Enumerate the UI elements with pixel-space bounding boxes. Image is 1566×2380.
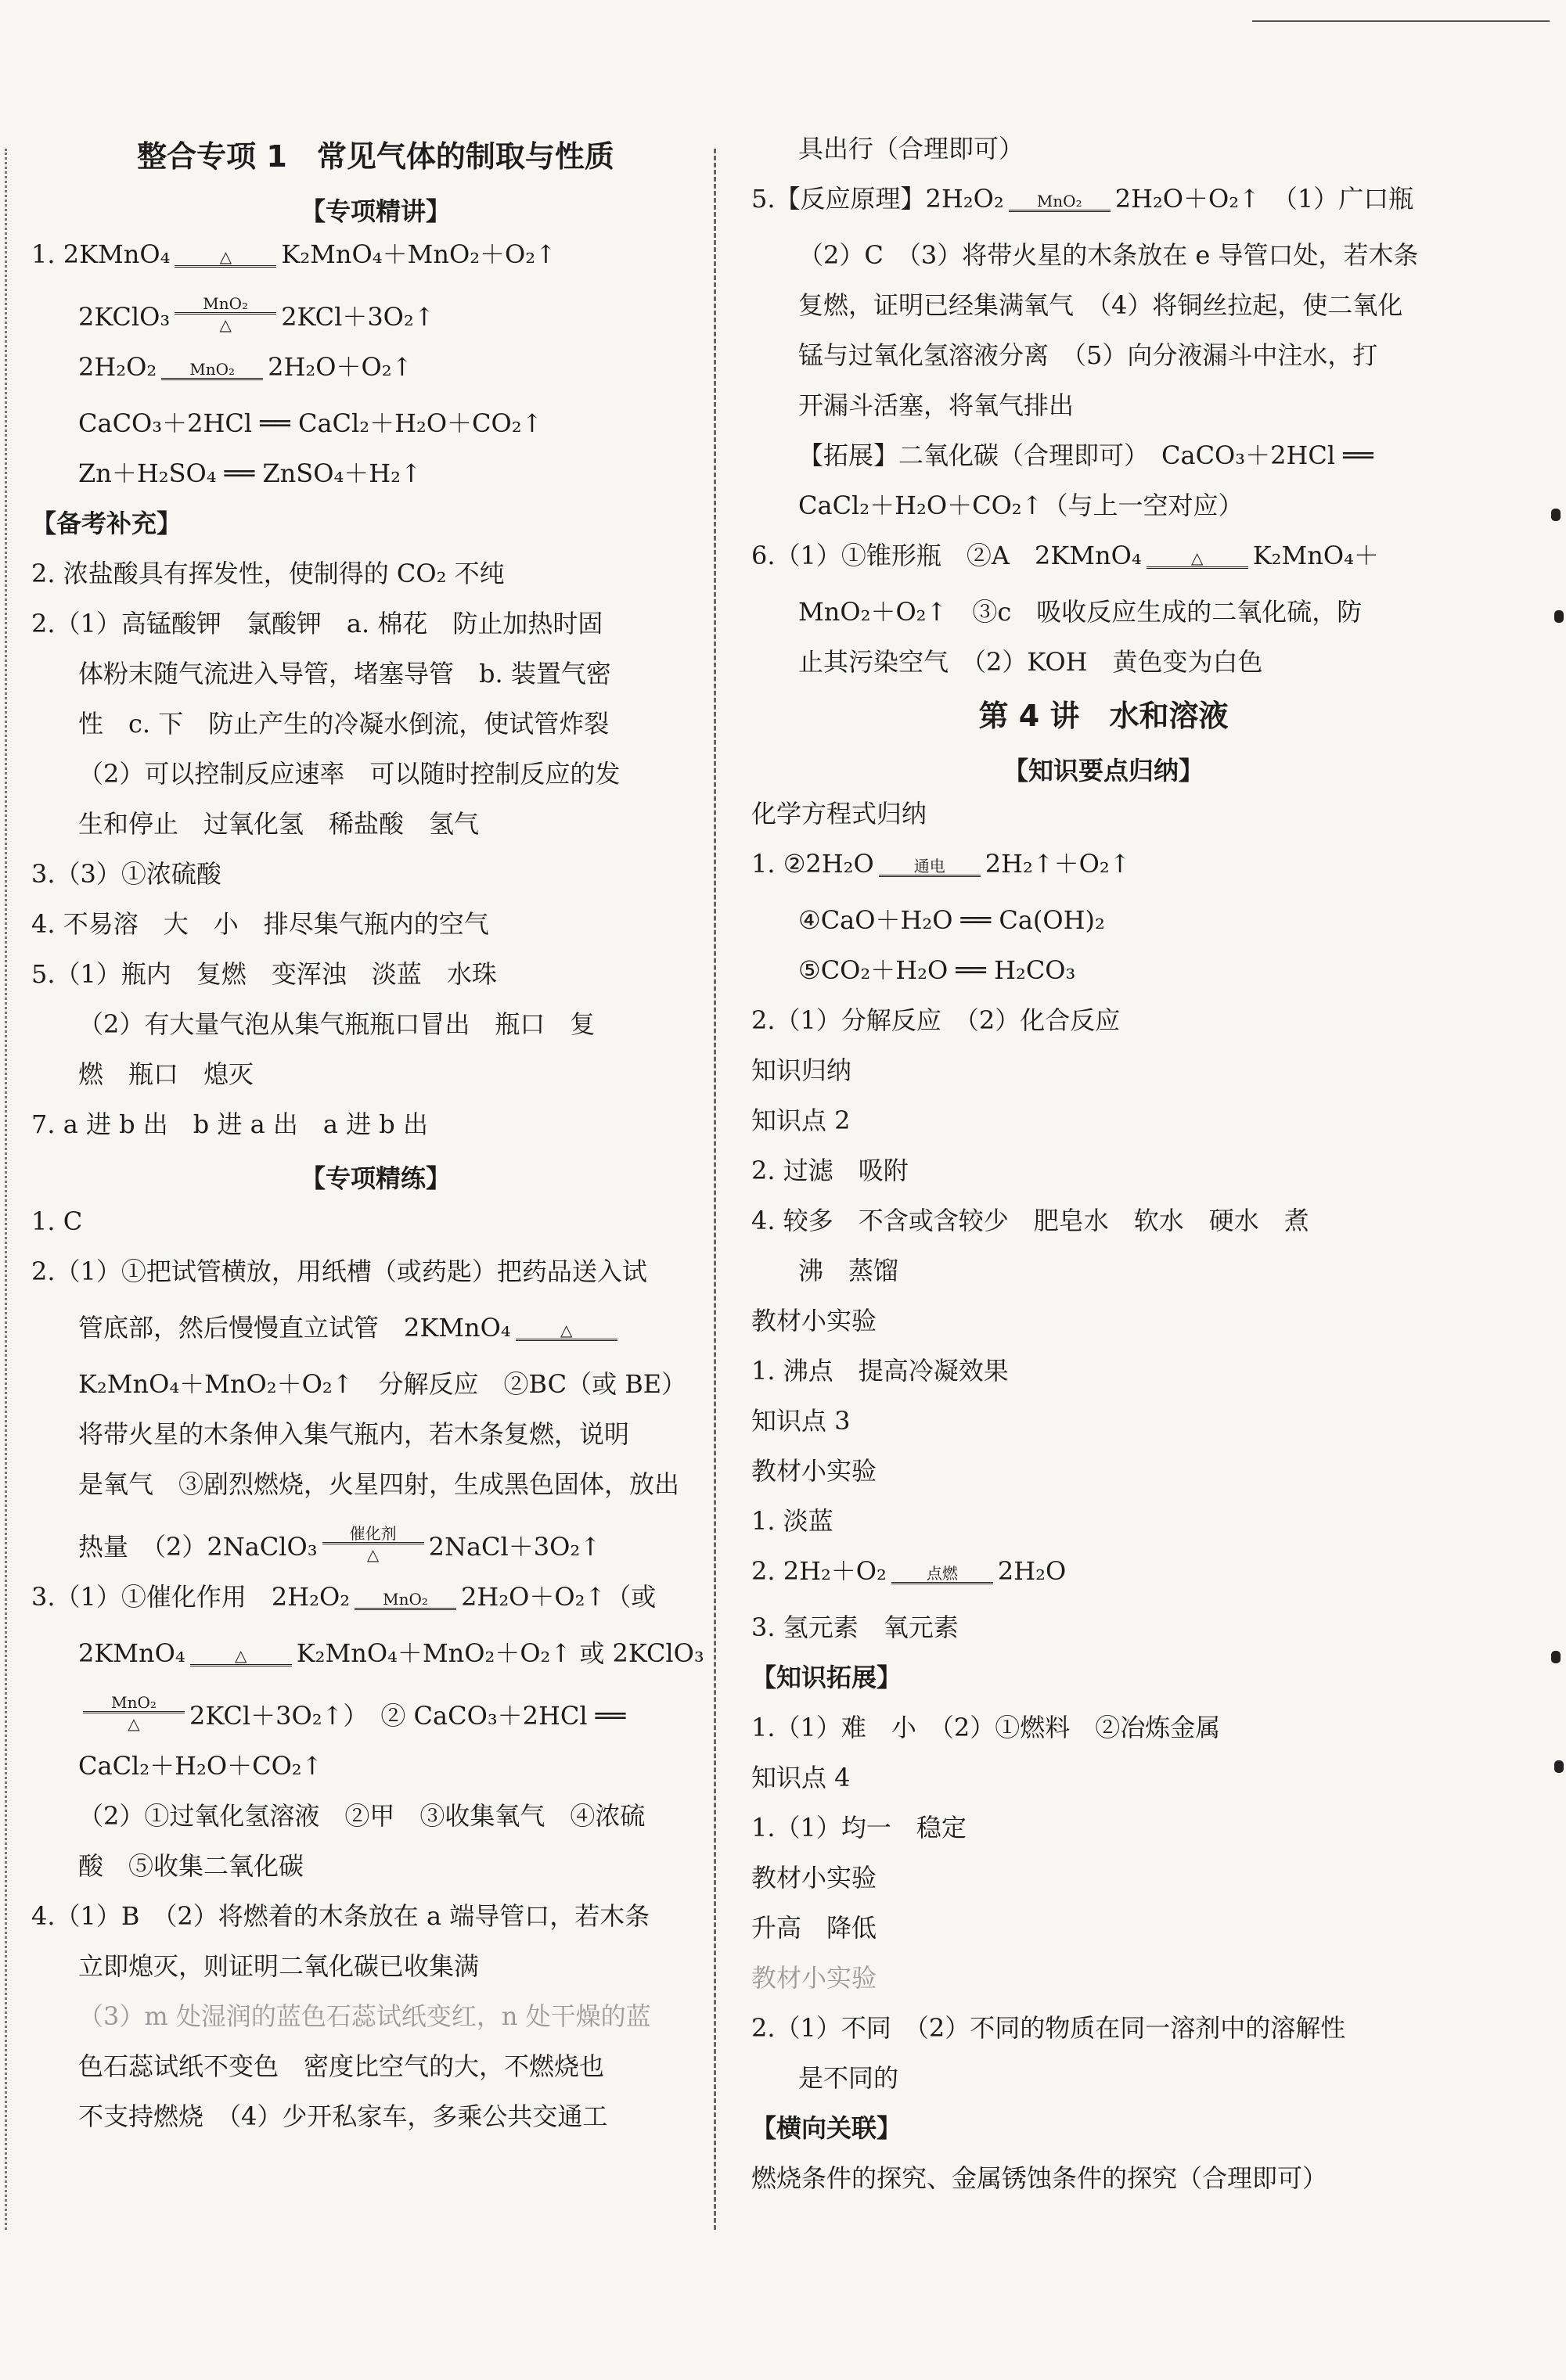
subheading: 【知识要点归纳】 (1003, 756, 1204, 786)
answer-line: 4. 不易溶 大 小 排尽集气瓶内的空气 (31, 909, 489, 939)
condition-over: MnO₂ (189, 360, 236, 379)
answer-line: CaCl₂＋H₂O＋CO₂↑（与上一空对应） (798, 491, 1244, 520)
answer-line: 立即熄灭，则证明二氧化碳已收集满 (78, 1951, 480, 1981)
eq-left: 2H₂O₂ (78, 352, 157, 382)
equation-line: ⑤CO₂＋H₂O ══ H₂CO₃ (798, 955, 1076, 985)
answer-line: 教材小实验 (751, 1306, 877, 1336)
answer-line: （2）可以控制反应速率 可以随时控制反应的发 (78, 759, 621, 789)
equation-line (31, 1312, 720, 1368)
equation-line: CaCO₃＋2HCl ══ CaCl₂＋H₂O＋CO₂↑ (78, 408, 543, 438)
answer-line: （2）①过氧化氢溶液 ②甲 ③收集氧气 ④浓硫 (78, 1801, 646, 1831)
equation-line (751, 848, 1456, 904)
condition-over: 通电 (913, 857, 945, 875)
eq-right: 2H₂↑＋O₂↑ (985, 849, 1131, 879)
answer-line: 4.（1）B （2）将燃着的木条放在 a 端导管口，若木条 (31, 1901, 650, 1931)
eq-right: 2H₂O＋O₂↑ (268, 352, 413, 382)
condition-over: △ (235, 1646, 247, 1665)
answer-line: 知识点 4 (751, 1763, 851, 1792)
condition-over: MnO₂ (111, 1693, 157, 1712)
condition-over: △ (219, 247, 232, 266)
left-column (31, 137, 720, 2151)
answer-line: 燃烧条件的探究、金属锈蚀条件的探究（合理即可） (751, 2163, 1328, 2193)
answer-line: 复燃，证明已经集满氧气 （4）将铜丝拉起，使二氧化 (798, 290, 1403, 320)
answer-line: 1.（1）均一 稳定 (751, 1813, 967, 1843)
eq-left: 1. ②2H₂O (751, 849, 874, 879)
reaction-condition (175, 248, 276, 270)
subheading: 【横向关联】 (751, 2113, 902, 2143)
lecture-title: 第 4 讲 水和溶液 (978, 699, 1229, 733)
equation-line (31, 1581, 720, 1638)
answer-line: 2. 过滤 吸附 (751, 1156, 909, 1185)
answer-line: 教材小实验 (751, 1863, 877, 1893)
reaction-condition (516, 1321, 617, 1343)
reaction-condition (879, 857, 981, 879)
binding-mark (1554, 610, 1564, 623)
answer-line: 5.（1）瓶内 复燃 变浑浊 淡蓝 水珠 (31, 959, 497, 989)
answer-line: 知识点 3 (751, 1406, 851, 1436)
answer-line: 1. 沸点 提高冷凝效果 (751, 1356, 1009, 1386)
answer-line: 沸 蒸馏 (798, 1256, 899, 1285)
answer-line: （2）有大量气泡从集气瓶瓶口冒出 瓶口 复 (78, 1009, 596, 1039)
subheading: 【专项精讲】 (300, 196, 451, 226)
answer-line: MnO₂＋O₂↑ ③c 吸收反应生成的二氧化硫，防 (798, 597, 1363, 627)
answer-line: 3.（3）①浓硫酸 (31, 859, 221, 889)
eq-right: 2KCl＋3O₂↑ (281, 302, 435, 332)
eq-right: 2H₂O＋O₂↑ （1）广口瓶 (1114, 184, 1414, 214)
subheading: 【备考补充】 (31, 509, 182, 538)
condition-under: △ (366, 1545, 380, 1564)
reaction-condition (891, 1565, 993, 1587)
answer-line: 止其污染空气 （2）KOH 黄色变为白色 (798, 647, 1263, 677)
eq-left: 管底部，然后慢慢直立试管 2KMnO₄ (78, 1313, 511, 1343)
condition-over: MnO₂ (383, 1590, 428, 1609)
answer-line: 性 c. 下 防止产生的冷凝水倒流，使试管炸裂 (78, 709, 610, 739)
answer-line: 1. 淡蓝 (751, 1506, 833, 1536)
right-column (751, 133, 1456, 2213)
eq-right: K₂MnO₄＋MnO₂＋O₂↑ (281, 239, 556, 269)
equation-line (31, 1638, 720, 1694)
answer-line: （2）C （3）将带火星的木条放在 e 导管口处，若木条 (798, 240, 1419, 270)
answer-line: 3. 氢元素 氧元素 (751, 1612, 959, 1642)
answer-line: 【拓展】二氧化碳（合理即可） CaCO₃＋2HCl ══ (798, 440, 1373, 470)
answer-line: K₂MnO₄＋MnO₂＋O₂↑ 分解反应 ②BC（或 BE） (78, 1369, 687, 1399)
condition-over: MnO₂ (203, 294, 249, 313)
eq-left: 2KMnO₄ (78, 1638, 185, 1668)
reaction-condition (355, 1591, 456, 1612)
reaction-condition (175, 295, 276, 333)
reaction-condition (1147, 549, 1248, 571)
answer-line: 2.（1）高锰酸钾 氯酸钾 a. 棉花 防止加热时固 (31, 609, 603, 638)
reaction-condition (190, 1647, 292, 1669)
answer-line: 具出行（合理即可） (798, 134, 1024, 164)
equation-line (751, 183, 1456, 239)
answer-line: 化学方程式归纳 (751, 799, 927, 829)
answer-line: 酸 ⑤收集二氧化碳 (78, 1851, 304, 1881)
answer-line: 知识归纳 (751, 1055, 852, 1085)
eq-right: K₂MnO₄＋ (1252, 541, 1379, 570)
answer-line: 教材小实验 (751, 1456, 877, 1486)
answer-line: 2.（1）不同 （2）不同的物质在同一溶剂中的溶解性 (751, 2013, 1346, 2043)
answer-line: 4. 较多 不含或含较少 肥皂水 软水 硬水 煮 (751, 1206, 1309, 1235)
eq-right: 2H₂O＋O₂↑（或 (461, 1582, 657, 1612)
eq-right: 2NaCl＋3O₂↑ (428, 1532, 601, 1562)
answer-line: 2.（1）分解反应 （2）化合反应 (751, 1005, 1121, 1035)
condition-over: △ (560, 1321, 573, 1339)
answer-line: 燃 瓶口 熄灭 (78, 1059, 254, 1089)
answer-line: 知识点 2 (751, 1106, 851, 1135)
condition-over: 催化剂 (349, 1524, 397, 1543)
reaction-condition (83, 1694, 185, 1731)
eq-left: 3.（1）①催化作用 2H₂O₂ (31, 1582, 351, 1612)
eq-left: 6.（1）①锥形瓶 ②A 2KMnO₄ (751, 541, 1142, 570)
answer-line: 升高 降低 (751, 1913, 877, 1943)
equation-line (31, 295, 720, 351)
answer-line: 1. C (31, 1206, 83, 1236)
condition-over: MnO₂ (1036, 192, 1082, 210)
answer-line: 体粉末随气流进入导管，堵塞导管 b. 装置气密 (78, 659, 611, 688)
equation-line (751, 540, 1456, 596)
eq-left: 2KClO₃ (78, 302, 171, 332)
reaction-condition (161, 361, 263, 383)
answer-line: 不支持燃烧 （4）少开私家车，多乘公共交通工 (78, 2101, 608, 2131)
binding-mark (1551, 1651, 1561, 1663)
binding-mark (1554, 1760, 1564, 1773)
answer-line: 是不同的 (798, 2063, 899, 2093)
answer-line: （3）m 处湿润的蓝色石蕊试纸变红，n 处干燥的蓝 (78, 2001, 651, 2031)
condition-under: △ (219, 315, 232, 334)
answer-line: 教材小实验 (751, 1963, 877, 1993)
answer-line: 色石蕊试纸不变色 密度比空气的大，不燃烧也 (78, 2051, 605, 2081)
equation-line (31, 1525, 720, 1581)
answer-line: 开漏斗活塞，将氧气排出 (798, 390, 1075, 420)
answer-line: 2. 浓盐酸具有挥发性，使制得的 CO₂ 不纯 (31, 559, 505, 588)
answer-line: 2.（1）①把试管横放，用纸槽（或药匙）把药品送入试 (31, 1257, 647, 1286)
eq-left: 2. 2H₂＋O₂ (751, 1556, 887, 1586)
reaction-condition (322, 1525, 424, 1562)
equation-line (31, 1694, 720, 1750)
reaction-condition (1009, 192, 1111, 214)
binding-mark (1551, 509, 1561, 521)
eq-left: 1. 2KMnO₄ (31, 239, 171, 269)
condition-under: △ (128, 1714, 140, 1733)
answer-line: 是氧气 ③剧烈燃烧，火星四射，生成黑色固体，放出 (78, 1469, 680, 1499)
subheading: 【专项精练】 (300, 1163, 451, 1193)
condition-over: △ (1191, 548, 1204, 567)
section-title: 整合专项 1 常见气体的制取与性质 (137, 139, 614, 174)
equation-line: ④CaO＋H₂O ══ Ca(OH)₂ (798, 905, 1105, 935)
equation-line (31, 239, 720, 295)
equation-line (751, 1555, 1456, 1612)
answer-line: 锰与过氧化氢溶液分离 （5）向分液漏斗中注水，打 (798, 340, 1378, 370)
answer-line: 生和停止 过氧化氢 稀盐酸 氢气 (78, 809, 480, 839)
eq-left: 热量 （2）2NaClO₃ (78, 1532, 318, 1562)
eq-left: 5.【反应原理】2H₂O₂ (751, 184, 1004, 214)
left-margin-dash (5, 149, 7, 2230)
condition-over: 点燃 (926, 1564, 958, 1583)
eq-right: 2H₂O (997, 1556, 1067, 1586)
eq-right: K₂MnO₄＋MnO₂＋O₂↑ 或 2KClO₃ (296, 1638, 704, 1668)
answer-line: 7. a 进 b 出 b 进 a 出 a 进 b 出 (31, 1109, 428, 1139)
subheading: 【知识拓展】 (751, 1663, 902, 1692)
equation-line: Zn＋H₂SO₄ ══ ZnSO₄＋H₂↑ (78, 458, 422, 488)
equation-line (31, 351, 720, 408)
top-rule (1252, 20, 1550, 22)
eq-right: 2KCl＋3O₂↑） ② CaCO₃＋2HCl ══ (189, 1701, 626, 1731)
answer-line: CaCl₂＋H₂O＋CO₂↑ (78, 1751, 323, 1781)
answer-line: 将带火星的木条伸入集气瓶内，若木条复燃，说明 (78, 1419, 630, 1449)
answer-line: 1.（1）难 小 （2）①燃料 ②冶炼金属 (751, 1713, 1221, 1742)
